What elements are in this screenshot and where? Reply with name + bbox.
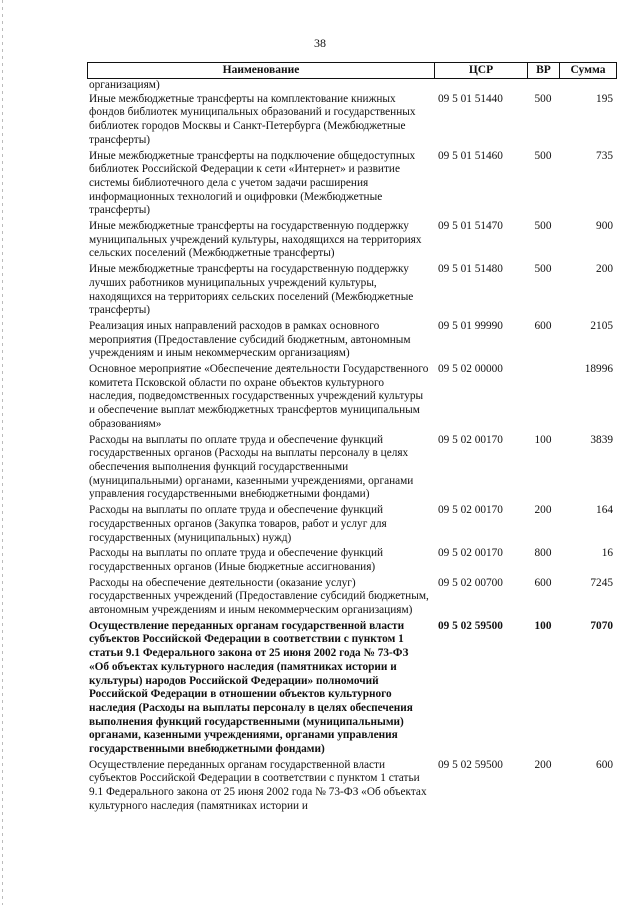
row-csr-cell: 09 5 02 00170 bbox=[438, 547, 503, 560]
row-sum-cell: 195 bbox=[596, 92, 613, 105]
table-row bbox=[87, 318, 617, 361]
row-vr-cell: 200 bbox=[534, 758, 552, 771]
row-vr-cell: 200 bbox=[534, 504, 552, 517]
row-sum-cell: 7070 bbox=[590, 619, 613, 632]
header-csr: ЦСР bbox=[434, 63, 527, 78]
scan-margin-line bbox=[2, 0, 3, 905]
row-vr-cell: 600 bbox=[534, 576, 552, 589]
table-row bbox=[87, 261, 617, 318]
row-sum-cell: 2105 bbox=[590, 319, 613, 332]
row-sum-cell: 3839 bbox=[590, 433, 613, 446]
row-csr-cell: 09 5 02 00170 bbox=[438, 433, 503, 446]
row-csr-cell: 09 5 01 51480 bbox=[438, 263, 503, 276]
row-name-cell: Реализация иных направлений расходов в рамках основного мероприятия (Предоставление субсидий бюджетным, автономным учреждениям и иным некоммерческим организациям) bbox=[89, 319, 411, 360]
table-header bbox=[87, 62, 617, 79]
row-csr-cell: 09 5 02 59500 bbox=[438, 619, 503, 632]
row-sum-cell: 900 bbox=[596, 220, 613, 233]
row-csr-cell: 09 5 01 51470 bbox=[438, 220, 503, 233]
budget-table bbox=[87, 62, 617, 814]
table-row bbox=[87, 148, 617, 219]
table-row bbox=[87, 432, 617, 503]
row-vr-cell: 500 bbox=[534, 220, 552, 233]
table-row bbox=[87, 79, 617, 93]
row-vr-cell: 600 bbox=[534, 319, 552, 332]
row-name-cell: Расходы на выплаты по оплате труда и обеспечение функций государственных органов (Иные бюджетные ассигнования) bbox=[89, 547, 384, 573]
row-sum-cell: 16 bbox=[601, 547, 613, 560]
row-name-cell: Расходы на обеспечение деятельности (оказание услуг) государственных учреждений (Предоставление субсидий бюджетным, автономным учреждениям и иным некоммерческим организациям) bbox=[89, 576, 429, 617]
table-row bbox=[87, 545, 617, 574]
table-row bbox=[87, 361, 617, 432]
table-row bbox=[87, 575, 617, 618]
table-row bbox=[87, 757, 617, 814]
row-sum-cell: 200 bbox=[596, 263, 613, 276]
row-csr-cell: 09 5 02 00700 bbox=[438, 576, 503, 589]
table-row bbox=[87, 502, 617, 545]
row-name-cell: Расходы на выплаты по оплате труда и обеспечение функций государственных органов (Закупка товаров, работ и услуг для государственных (муниципальных) нужд) bbox=[89, 504, 387, 544]
row-csr-cell: 09 5 02 59500 bbox=[438, 758, 503, 771]
row-sum-cell: 7245 bbox=[590, 576, 613, 589]
row-sum-cell: 735 bbox=[596, 149, 613, 162]
row-vr-cell: 100 bbox=[534, 433, 552, 446]
row-sum-cell: 164 bbox=[596, 504, 613, 517]
header-sum: Сумма bbox=[559, 63, 617, 78]
row-csr-cell: 09 5 01 51460 bbox=[438, 149, 503, 162]
row-csr-cell: 09 5 02 00000 bbox=[438, 363, 503, 376]
table-row bbox=[87, 618, 617, 757]
row-vr-cell: 500 bbox=[534, 263, 552, 276]
row-name-cell: Иные межбюджетные трансферты на государственную поддержку лучших работников муниципальных учреждений культуры, находящихся на территориях сельских поселений (Межбюджетные трансферты) bbox=[89, 263, 414, 317]
row-sum-cell: 18996 bbox=[584, 363, 613, 376]
row-name-cell: Основное мероприятие «Обеспечение деятельности Государственного комитета Псковской области по охране объектов культурного наследия, подведомственных государственных учреждений культуры и обеспечение выплат межбюджетных трансфертов муниципальным образованиям» bbox=[89, 363, 429, 430]
row-vr-cell: 100 bbox=[534, 619, 552, 632]
row-csr-cell: 09 5 01 99990 bbox=[438, 319, 503, 332]
header-name: Наименование bbox=[87, 63, 434, 78]
row-vr-cell: 500 bbox=[534, 149, 552, 162]
row-csr-cell: 09 5 02 00170 bbox=[438, 504, 503, 517]
row-name-cell: Иные межбюджетные трансферты на комплектование книжных фондов библиотек муниципальных образований и государственных библиотек городов Москвы и Санкт-Петербурга (Межбюджетные трансферты) bbox=[89, 92, 416, 146]
table-row bbox=[87, 218, 617, 261]
row-name-cell: Иные межбюджетные трансферты на подключение общедоступных библиотек Российской Федерации к сети «Интернет» и развитие системы библиотечного дела с учетом задачи расширения информационных технологий и оцифровки (Межбюджетные трансферты) bbox=[89, 149, 416, 217]
header-vr: ВР bbox=[527, 63, 559, 78]
row-vr-cell: 500 bbox=[534, 92, 552, 105]
row-name-cell: Расходы на выплаты по оплате труда и обеспечение функций государственных органов (Расходы на выплаты персоналу в целях обеспечения выполнения функций государственными (муниципальными) органами, казенными учреждениями, органами управления государственными внебюджетными фондами) bbox=[89, 433, 414, 501]
row-name-cell: организациям) bbox=[89, 79, 160, 91]
row-name-cell: Осуществление переданных органам государственной власти субъектов Российской Федерации в соответствии с пунктом 1 статьи 9.1 Федерального закона от 25 июня 2002 года № 73-ФЗ «Об объектах культурного наследия (памятниках истории и bbox=[89, 758, 427, 812]
row-sum-cell: 600 bbox=[596, 758, 613, 771]
table-row bbox=[87, 93, 617, 148]
page-number: 38 bbox=[314, 36, 326, 50]
row-name-cell: Иные межбюджетные трансферты на государственную поддержку муниципальных учреждений культуры, находящихся на территориях сельских поселений (Межбюджетные трансферты) bbox=[89, 220, 422, 260]
row-vr-cell: 800 bbox=[534, 547, 552, 560]
row-csr-cell: 09 5 01 51440 bbox=[438, 92, 503, 105]
row-name-cell: Осуществление переданных органам государственной власти субъектов Российской Федерации в соответствии с пунктом 1 статьи 9.1 Федерального закона от 25 июня 2002 года № 73-ФЗ «Об объектах культурного наследия (памятниках истории и культуры) народов Российской Федерации» полномочий Российской Федерации в отношении объектов культурного наследия (Расходы на выплаты персоналу в целях обеспечения выполнения функций государственными (муниципальными) органами, казенными учреждениями, органами управления государственными внебюджетными фондами) bbox=[89, 619, 413, 756]
table-body bbox=[87, 79, 617, 814]
